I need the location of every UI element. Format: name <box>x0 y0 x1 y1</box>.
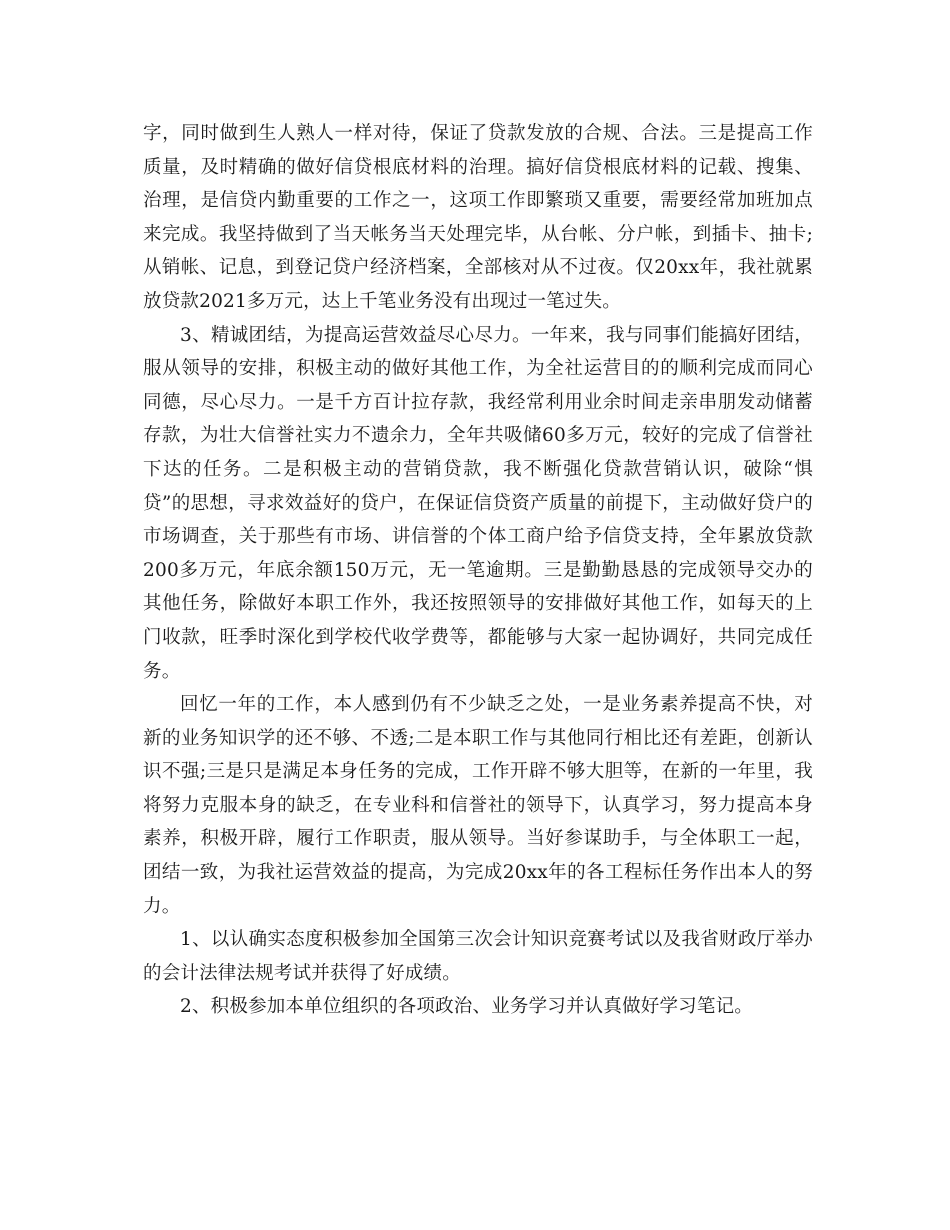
paragraph-political-study: 2、积极参加本单位组织的各项政治、业务学习并认真做好学习笔记。 <box>180 996 753 1018</box>
paragraph-accounting-exam: 1、以认确实态度积极参加全国第三次会计知识竞赛考试以及我省财政厅举办的会计法律法规考试并获得了好成绩。 <box>143 929 813 984</box>
document-body <box>143 117 813 1024</box>
paragraph-year-review: 回忆一年的工作，本人感到仍有不少缺乏之处，一是业务素养提高不快，对新的业务知识学的还不够、不透;二是本职工作与其他同行相比还有差距，创新认识不强;三是只是满足本身任务的完成，工作开辟不够大胆等，在新的一年里，我将努力克服本身的缺乏，在专业科和信誉社的领导下，认真学习，努力提高本身素养，积极开辟，履行工作职责，服从领导。当好参谋助手，与全体职工一起，团结一致，为我社运营效益的提高，为完成20xx年的各工程标任务作出本人的努力。 <box>143 694 813 917</box>
paragraph-continuation: 字，同时做到生人熟人一样对待，保证了贷款发放的合规、合法。三是提高工作质量，及时精确的做好信贷根底材料的治理。搞好信贷根底材料的记载、搜集、治理，是信贷内勤重要的工作之一，这项工作即繁琐又重要，需要经常加班加点来完成。我坚持做到了当天帐务当天处理完毕，从台帐、分户帐，到插卡、抽卡;从销帐、记息，到登记贷户经济档案，全部核对从不过夜。仅20xx年，我社就累放贷款2021多万元，达上千笔业务没有出现过一笔过失。 <box>143 123 813 312</box>
paragraph-unity-efficiency: 3、精诚团结，为提高运营效益尽心尽力。一年来，我与同事们能搞好团结，服从领导的安排，积极主动的做好其他工作，为全社运营目的的顺利完成而同心同德，尽心尽力。一是千方百计拉存款，我经常利用业余时间走亲串朋发动储蓄存款，为壮大信誉社实力不遗余力，全年共吸储60多万元，较好的完成了信誉社下达的任务。二是积极主动的营销贷款，我不断强化贷款营销认识，破除“惧贷”的思想，寻求效益好的贷户，在保证信贷资产质量的前提下，主动做好贷户的市场调查，关于那些有市场、讲信誉的个体工商户给予信贷支持，全年累放贷款200多万元，年底余额150万元，无一笔逾期。三是勤勤恳恳的完成领导交办的其他任务，除做好本职工作外，我还按照领导的安排做好其他工作，如每天的上门收款，旺季时深化到学校代收学费等，都能够与大家一起协调好，共同完成任务。 <box>143 324 813 682</box>
